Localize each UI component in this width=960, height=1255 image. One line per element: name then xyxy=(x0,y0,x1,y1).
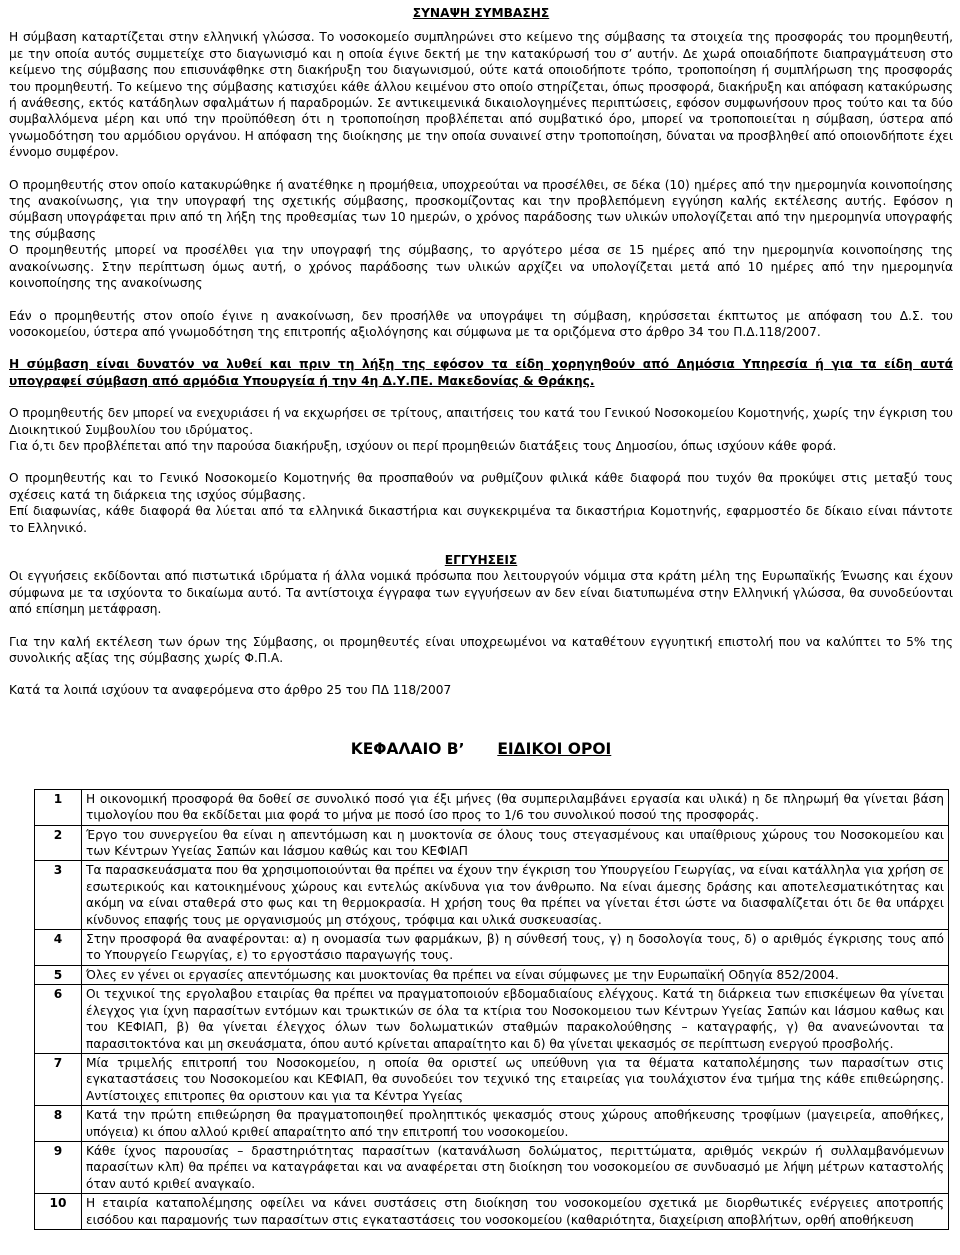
term-number: 5 xyxy=(35,965,82,984)
table-row xyxy=(35,825,949,861)
paragraph-performance-guarantee: Για την καλή εκτέλεση των όρων της Σύμβασης, οι προμηθευτές είναι υποχρεωμένοι να καταθέτουν εγγυητική επιστολή που να καλύπτει το 5% της συνολικής αξίας της σύμβασης χωρίς Φ.Π.Α. xyxy=(9,634,953,665)
term-text: Κάθε ίχνος παρουσίας – δραστηριότητας παρασίτων (κατανάλωση δολώματος, περιττώματα, αριθμός νεκρών ή συλλαμβανόμενων παρασίτων κλπ) θα πρέπει να καταγράφεται και να αναφέρεται στη διοίκηση του νοσοκομείου σε συνδυασμό με λήψη μέτρων καταστολής όταν αυτό κριθεί αναγκαίο. xyxy=(82,1141,949,1193)
section-title-guarantees: ΕΓΓΥΗΣΕΙΣ xyxy=(444,552,518,567)
term-text: Η οικονομική προσφορά θα δοθεί σε συνολικό ποσό για έξι μήνες (θα συμπεριλαμβάνει εργασία και υλικά) η δε πληρωμή θα γίνεται βάση τιμολογίου που θα εκδίδεται μια φορά το μήνα με ποσό ίσο προς το 1/6 του συνολικού ποσού της προσφοράς. xyxy=(82,789,949,825)
chapter-title: ΕΙΔΙΚΟΙ ΟΡΟΙ xyxy=(497,739,612,758)
paragraph-applicable-provisions: Για ό,τι δεν προβλέπεται από την παρούσα διακήρυξη, ισχύουν οι περί προμηθειών διατάξεις τους Δημοσίου, όπως ισχύουν κάθε φορά. xyxy=(9,438,837,453)
term-text: Οι τεχνικοί της εργολαβου εταιρίας θα πρέπει να πραγματοποιούν εβδομαδιαίους ελέγχους. Κατά τη διάρκεια των επισκέψεων θα γίνεται έλεγχος για ίχνη παρασίτων εντόμων και τρωκτικών σε όλα τα κτίρια του Νοσοκομειου των Κέντρων Υγείας Σαπών και Ιάσμου καθως και του ΚΕΦΙΑΠ, β) θα γίνεται έλεγχος όλων των δολωματικών σταθμών παρακολούθησης – καταγραφής, γ) θα ανανεώνονται τα παρασιτοκτόνα και μη σκευάσματα, όπου αυτό κρίνεται απαραίτητο και δ) θα γίνεται ψεκασμός σε περίπτωση ενεργού προσβολής. xyxy=(82,985,949,1054)
term-number: 10 xyxy=(35,1194,82,1230)
term-number: 2 xyxy=(35,825,82,861)
table-row xyxy=(35,1141,949,1193)
term-text: Έργο του συνεργείου θα είναι η απεντόμωση και η μυοκτονία σε όλους τους στεγασμένους και υπαίθριους χώρους του Νοσοκομείου και των Κέντρων Υγείας Σαπών και Ιάσμου καθώς και του ΚΕΦΙΑΠ xyxy=(82,825,949,861)
term-number: 4 xyxy=(35,930,82,966)
table-row xyxy=(35,985,949,1054)
term-text: Κατά την πρώτη επιθεώρηση θα πραγματοποιηθεί προληπτικός ψεκασμός στους χώρους αποθήκευσης τροφίμων (μαγειρεία, αποθήκες, υπόγεια) κι όπου αλλού κριθεί απαραίτητο από την επιτροπή του νοσοκομείου. xyxy=(82,1106,949,1142)
table-row xyxy=(35,1106,949,1142)
chapter-heading xyxy=(9,739,953,759)
paragraph-assignment: Ο προμηθευτής δεν μπορεί να ενεχυριάσει ή να εκχωρήσει σε τρίτους, απαιτήσεις του κατά του Γενικού Νοσοκομείου Κομοτηνής, χωρίς την έγκριση του Διοικητικού Συμβουλίου του ιδρύματος. xyxy=(9,406,953,437)
table-row xyxy=(35,1194,949,1230)
term-text: Η εταιρία καταπολέμησης οφείλει να κάνει συστάσεις στη διοίκηση του νοσοκομείου σχετικά με διορθωτικές ενέργειες αποτροπής εισόδου και παραμονής των παρασίτων στις εγκαταστάσεις του νοσοκομείου (καθαριότητα, διαχείριση αποβλήτων, ορθή αποθήκευση xyxy=(82,1194,949,1230)
paragraph-other-provisions: Κατά τα λοιπά ισχύουν τα αναφερόμενα στο άρθρο 25 του ΠΔ 118/2007 xyxy=(9,683,452,698)
document-page xyxy=(9,5,953,1230)
table-row xyxy=(35,930,949,966)
term-number: 6 xyxy=(35,985,82,1054)
term-number: 3 xyxy=(35,861,82,930)
paragraph-guarantee-issuers: Οι εγγυήσεις εκδίδονται από πιστωτικά ιδρύματα ή άλλα νομικά πρόσωπα που λειτουργούν νόμιμα στα κράτη μέλη της Ευρωπαϊκής Ένωσης και έχουν σύμφωνα με τα ισχύοντα το δικαίωμα αυτό. Τα αντίστοιχα έγγραφα των εγγυήσεων αν δεν είναι διατυπωμένα στην Ελληνική γλώσσα, θα συνοδεύονται από επίσημη μετάφραση. xyxy=(9,569,953,617)
term-text: Όλες εν γένει οι εργασίες απεντόμωσης και μυοκτονίας θα πρέπει να είναι σύμφωνες με την Ευρωπαϊκή Οδηγία 852/2004. xyxy=(82,965,949,984)
paragraph-contract-language: Η σύμβαση καταρτίζεται στην ελληνική γλώσσα. Το νοσοκομείο συμπληρώνει στο κείμενο της σύμβασης τα στοιχεία της προσφοράς του προμηθευτή, με την οποία αυτός συμμετείχε στο διαγωνισμό και η οποία έγινε δεκτή με την κατακύρωσή του σ’ αυτήν. Δε χωρά οποιαδήποτε διαπραγμάτευση στο κείμενο της σύμβασης που επισυνάφθηκε στη διακήρυξη του διαγωνισμού, ούτε κατά οποιοδήποτε τρόπο, τροποποίηση ή συμπλήρωση της προσφοράς του προμηθευτή. Το κείμενο της σύμβασης κατισχύει κάθε άλλου κειμένου στο οποίο στηρίζεται, όπως προσφορά, διακήρυξη και απόφαση κατακύρωσης ή ανάθεσης, εκτός κατάδηλων σφαλμάτων ή παραδρομών. Σε αντικειμενικά δικαιολογημένες περιπτώσεις, εφόσον συμφωνήσουν προς τούτο και τα δύο συμβαλλόμενα μέρη και υπό την προϋπόθεση ότι η τροποποίηση προβλέπεται από συμβατικό όρο, μπορεί να τροποποιείται η σύμβαση, ύστερα από γνωμοδότηση του αρμόδιου οργάνου. Η απόφαση της διοίκησης με την οποία συναινεί στην τροποποίηση, δύναται να προσβληθεί από οποιονδήποτε έχει έννομο συμφέρον. xyxy=(9,30,953,160)
section-title-contract: ΣΥΝΑΨΗ ΣΥΜΒΑΣΗΣ xyxy=(412,6,550,20)
paragraph-signing-deadline: Ο προμηθευτής μπορεί να προσέλθει για την υπογραφή της σύμβασης, το αργότερο μέσα σε 15 ημέρες από την ημερομηνία κοινοποίησης της ανακοίνωσης. Στην περίπτωση όμως αυτή, ο χρόνος παράδοσης των υλικών αρχίζει να υπολογίζεται μετά από 10 ημέρες από την ημερομηνία κοινοποίησης της ανακοίνωσης xyxy=(9,243,953,291)
paragraph-supplier-signing: Ο προμηθευτής στον οποίο κατακυρώθηκε ή ανατέθηκε η προμήθεια, υποχρεούται να προσέλθει, σε δέκα (10) ημέρες από την ημερομηνία κοινοποίησης της ανακοίνωσης, για την υπογραφή της σχετικής σύμβασης, προσκομίζοντας και την προβλεπόμενη εγγύηση καλής εκτέλεσης αυτής. Εφόσον η σύμβαση υπογράφεται πριν από τη λήξη της προθεσμίας των 10 ημερών, ο χρόνος παράδοσης των υλικών υπολογίζεται από την ημερομηνία υπογραφής της σύμβασης xyxy=(9,177,953,241)
chapter-number: ΚΕΦΑΛΑΙΟ Β’ xyxy=(350,739,465,758)
term-text: Μία τριμελής επιτροπή του Νοσοκομείου, η οποία θα οριστεί ως υπεύθυνη για τα θέματα καταπολέμησης των παρασίτων στις εγκαταστάσεις του Νοσοκομείου και ΚΕΦΙΑΠ, θα συνοδεύει τον τεχνικό της εταιρείας για τουλάχιστον ένα τμήμα της κάθε επιθεώρησης. Αντίστοιχες επιτροπες θα οριστουν και για τα Κέντρα Υγείας xyxy=(82,1053,949,1105)
term-number: 7 xyxy=(35,1053,82,1105)
table-row xyxy=(35,789,949,825)
special-terms-table xyxy=(34,789,949,1230)
term-number: 1 xyxy=(35,789,82,825)
term-text: Στην προσφορά θα αναφέρονται: α) η ονομασία των φαρμάκων, β) η σύνθεσή τους, γ) η δοσολογία τους, δ) ο αριθμός έγκρισης τους από το Υπουργείο Γεωργίας, ε) το εργοστάσιο παραγωγής τους. xyxy=(82,930,949,966)
paragraph-forfeiture: Εάν ο προμηθευτής στον οποίο έγινε η ανακοίνωση, δεν προσήλθε να υπογράψει τη σύμβαση, κηρύσσεται έκπτωτος με απόφαση του Δ.Σ. του νοσοκομείου, ύστερα από γνωμοδότηση της επιτροπής αξιολόγησης και σύμφωνα με τα οριζόμενα στο άρθρο 34 του Π.Δ.118/2007. xyxy=(9,308,953,339)
term-text: Τα παρασκευάσματα που θα χρησιμοποιούνται θα πρέπει να έχουν την έγκριση του Υπουργείου Γεωργίας, να είναι κατάλληλα για χρήση σε εσωτερικούς και κατοικημένους χώρους και εντελώς ακίνδυνα για τον άνθρωπο. Να είναι άμεσης δράσης και αποτελεσματικότητας και ακόμη να είναι σταθερά στο φως και τη θερμοκρασία. Η χρήση τους θα πρέπει να γίνεται έτσι ώστε να διασφαλίζεται ότι δε θα υπάρχει κίνδυνος επαφής τους με οργανισμούς μη στόχους, τρόφιμα και υλικά συσκευασίας. xyxy=(82,861,949,930)
paragraph-jurisdiction: Επί διαφωνίας, κάθε διαφορά θα λύεται από τα ελληνικά δικαστήρια και συγκεκριμένα τα δικαστήρια Κομοτηνής, εφαρμοστέο δε δίκαιο είναι πάντοτε το Ελληνικό. xyxy=(9,504,953,535)
table-row xyxy=(35,1053,949,1105)
table-row xyxy=(35,861,949,930)
term-number: 9 xyxy=(35,1141,82,1193)
paragraph-amicable-settlement: Ο προμηθευτής και το Γενικό Νοσοκομείο Κομοτηνής θα προσπαθούν να ρυθμίζουν φιλικά κάθε διαφορά που τυχόν θα προκύψει στις μεταξύ τους σχέσεις κατά τη διάρκεια της ισχύος σύμβασης. xyxy=(9,471,953,502)
paragraph-termination: Η σύμβαση είναι δυνατόν να λυθεί και πριν τη λήξη της εφόσον τα είδη χορηγηθούν από Δημόσια Υπηρεσία ή για τα είδη αυτά υπογραφεί σύμβαση από αρμόδια Υπουργεία ή την 4η Δ.Υ.ΠΕ. Μακεδονίας & Θράκης. xyxy=(9,357,953,388)
table-row xyxy=(35,965,949,984)
term-number: 8 xyxy=(35,1106,82,1142)
